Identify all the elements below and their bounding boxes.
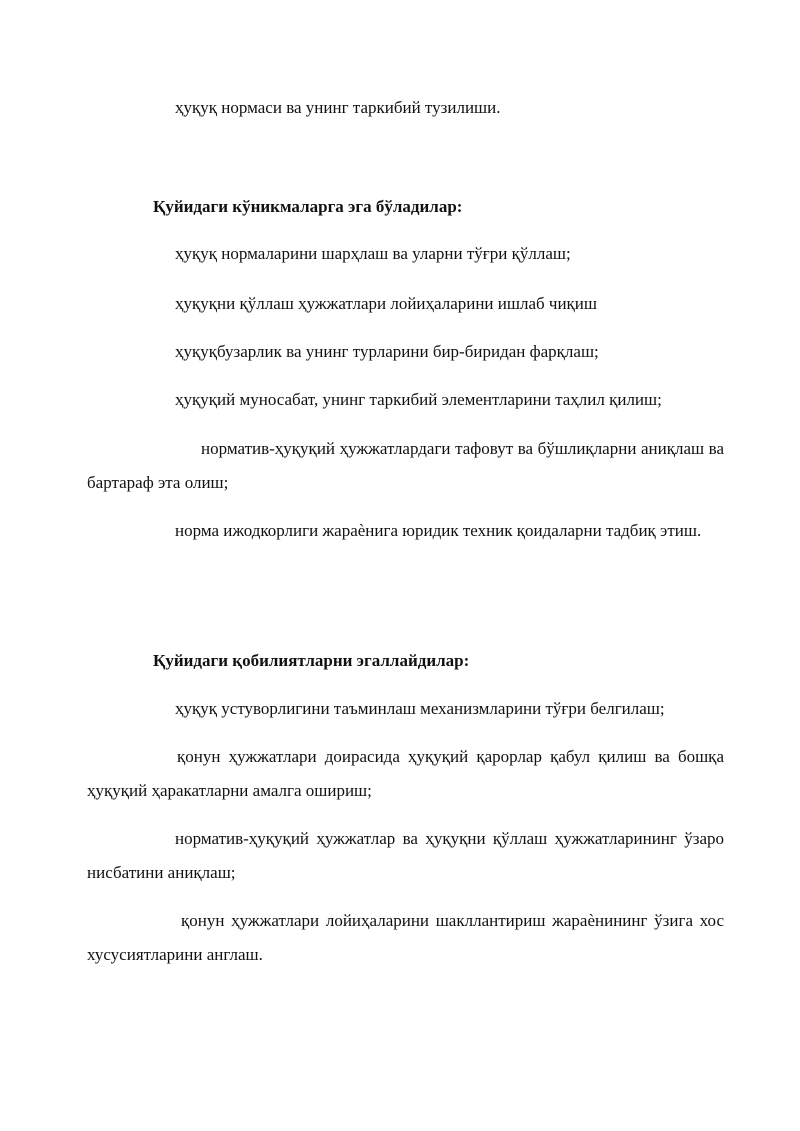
- intro-line: ҳуқуқ нормаси ва унинг таркибий тузилиши.: [175, 98, 501, 117]
- abilities-heading: Қуйидаги қобилиятларни эгаллайдилар:: [153, 651, 470, 670]
- skills-item: ҳуқуқбузарлик ва унинг турларини бир-биридан фарқлаш;: [175, 342, 599, 361]
- skills-item: норма ижодкорлиги жараѐнига юридик техник қоидаларни тадбиқ этиш.: [175, 521, 702, 540]
- abilities-item: қонун ҳужжатлари лойиҳаларини шакллантириш жараѐнининг ўзига хос хусусиятларини англаш.: [87, 911, 724, 964]
- skills-item: ҳуқуқ нормаларини шарҳлаш ва уларни тўғри қўллаш;: [175, 244, 571, 263]
- abilities-item: ҳуқуқ устуворлигини таъминлаш механизмларини тўғри белгилаш;: [175, 699, 665, 718]
- abilities-item: норматив-ҳуқуқий ҳужжатлар ва ҳуқуқни қўллаш ҳужжатларининг ўзаро нисбатини аниқлаш;: [87, 829, 724, 882]
- abilities-item: қонун ҳужжатлари доирасида ҳуқуқий қарорлар қабул қилиш ва бошқа ҳуқуқий ҳаракатларни амалга ошириш;: [87, 747, 724, 800]
- skills-heading: Қуйидаги кўникмаларга эга бўладилар:: [153, 197, 463, 216]
- skills-item: ҳуқуқни қўллаш ҳужжатлари лойиҳаларини ишлаб чиқиш: [175, 294, 597, 313]
- skills-item: норматив-ҳуқуқий ҳужжатлардаги тафовут ва бўшлиқларни аниқлаш ва бартараф эта олиш;: [87, 439, 724, 492]
- skills-item: ҳуқуқий муносабат, унинг таркибий элементларини таҳлил қилиш;: [175, 390, 662, 409]
